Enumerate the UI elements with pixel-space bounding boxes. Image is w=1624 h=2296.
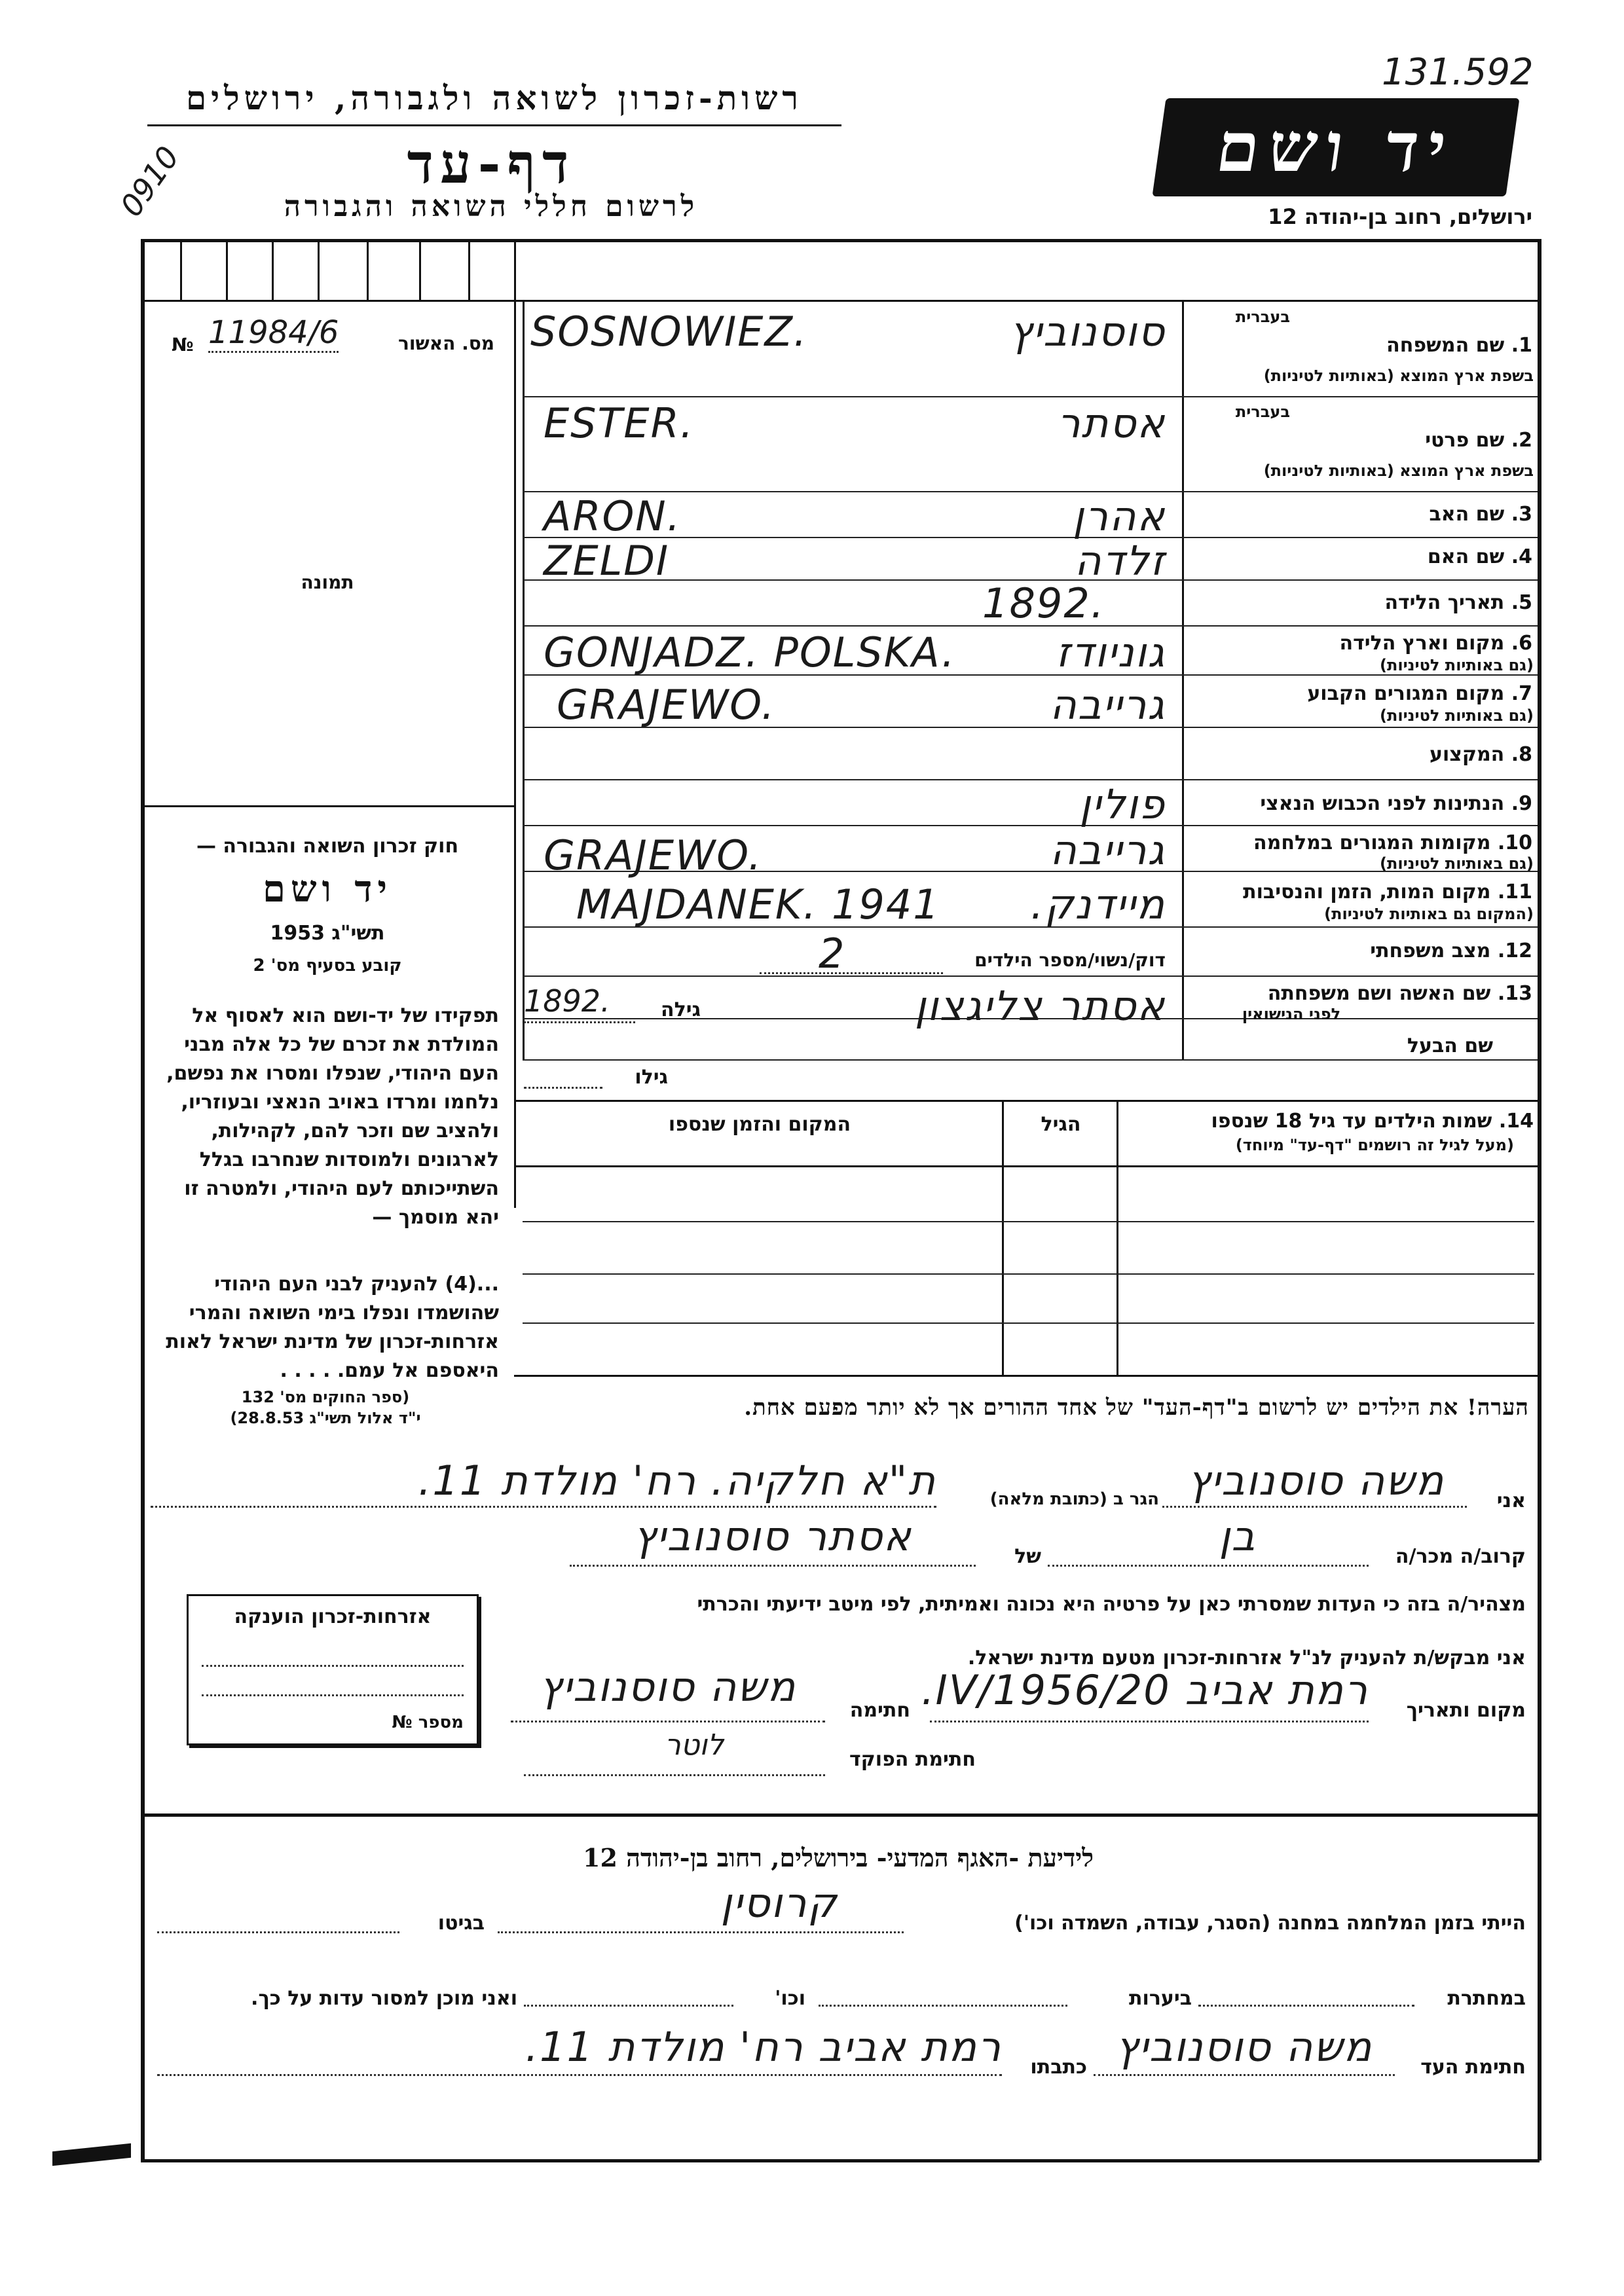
wartime-value[interactable]: קרוסין: [720, 1879, 838, 1927]
f12-children-value[interactable]: 2: [819, 930, 846, 977]
wartime-line: [498, 1931, 904, 1933]
f5-label: 5. תאריך הלידה: [1384, 591, 1532, 614]
relation-line: [1048, 1565, 1369, 1567]
of-label: של: [1014, 1545, 1041, 1568]
law-title: חוק זכרון השואה והגבורה —: [196, 835, 459, 858]
ghetto-line: [157, 1931, 399, 1933]
frame-top-border: [141, 239, 1540, 242]
witness-address-value[interactable]: רמת אביב רח' מולדת 11.: [525, 2023, 1002, 2071]
forests-line: [819, 2005, 1067, 2007]
wartime-label: הייתי בזמן המלחמה במחנה (הסגר, עבודה, השמדה וכו'): [1014, 1912, 1526, 1935]
f14-age-column: הגיל: [1041, 1113, 1081, 1136]
f12-label: 12. מצב משפחתי: [1370, 939, 1532, 962]
approval-no-symbol: №: [172, 334, 194, 355]
f13-value[interactable]: אסתר צליגצון: [914, 982, 1166, 1030]
top-box-divider: [180, 239, 182, 300]
reference-number: 131.592: [1382, 51, 1534, 94]
f13-age-label: גילה: [661, 998, 701, 1021]
of-value[interactable]: אסתר סוסנוביץ: [633, 1512, 912, 1560]
f1-latin-value[interactable]: SOSNOWIEZ.: [530, 308, 808, 355]
witness-signature-label: חתימת העד: [1420, 2056, 1526, 2079]
relation-value[interactable]: בן: [1219, 1512, 1257, 1560]
relative-label: קרוב/ה מכר/ה: [1395, 1545, 1526, 1568]
place-date-label: מקום ותאריך: [1406, 1699, 1526, 1722]
f10-latin-value[interactable]: GRAJEWO.: [544, 831, 763, 879]
ghetto-label: בגיטו: [437, 1912, 485, 1935]
f4-latin-value[interactable]: ZELDI: [544, 537, 670, 585]
top-box-divider: [367, 239, 369, 300]
header-address: ירושלים, רחוב בן-יהודה 12: [1268, 204, 1532, 229]
f14-sub: (מעל לגיל זה רושמים "דף-עד" מיוחד): [1235, 1136, 1514, 1154]
f13-sub: לפני הנישואין: [1242, 1005, 1341, 1023]
children-table-header-bottom: [514, 1165, 1538, 1167]
f13-age-value[interactable]: 1892.: [524, 983, 610, 1019]
photo-label: תמונה: [301, 572, 354, 593]
memorial-box-line: [202, 1694, 464, 1696]
stamp-number: 0910: [113, 139, 187, 223]
law-section: קובע בסעיף מס' 2: [253, 956, 402, 975]
memorial-box-line: [202, 1665, 464, 1667]
officer-line: [524, 1774, 825, 1776]
etc-label: וכו': [775, 1987, 805, 2010]
f2-latin-value[interactable]: ESTER.: [544, 399, 695, 447]
field-rule: [523, 975, 1538, 977]
f11-latin-value[interactable]: MAJDANEK. 1941: [576, 881, 940, 928]
children-table-row: [523, 1273, 1534, 1275]
top-box-divider: [419, 239, 421, 300]
field-rule: [523, 1059, 1538, 1061]
children-table-top: [514, 1100, 1538, 1102]
declaration-text: מצהיר/ה בזה כי העדות שמסרתי כאן על פרטיה היא נכונה ואמיתית, לפי מיטב ידיעתי והכרתי: [697, 1593, 1526, 1616]
frame-right-border: [1538, 239, 1541, 2160]
authority-name: רשות-זכרון לשואה ולגבורה, ירושלים: [185, 79, 803, 117]
side-panel-divider: [514, 239, 516, 1208]
f11-sub: (המקום גם באותיות לטיניות): [1324, 905, 1534, 923]
field-rule: [523, 396, 1538, 397]
children-table-bottom: [514, 1375, 1538, 1377]
place-date-line: [930, 1721, 1369, 1722]
f7-sub: (גם באותיות לטיניות): [1380, 706, 1534, 725]
resides-label: הגר ב (כתובת מלאה): [989, 1489, 1159, 1509]
signature-label: חתימה: [849, 1699, 910, 1722]
f10-label: 10. מקומות המגורים במלחמה: [1253, 831, 1532, 854]
form-subtitle: לרשום חללי השואה והגבורה: [284, 190, 699, 223]
forests-label: ביערות: [1129, 1987, 1192, 2010]
signature-value[interactable]: משה סוסנוביץ: [539, 1663, 797, 1711]
frame-left-border: [141, 239, 145, 2160]
f2-sub: בשפת ארץ המוצא (באותיות לטיניות): [1263, 462, 1534, 480]
authority-underline: [147, 124, 841, 126]
witness-name-value[interactable]: משה סוסנוביץ: [1187, 1457, 1445, 1504]
request-text: אני מבקש/ת להעניק לנ"ל אזרחות-זכרון מטעם מדינת ישראל.: [967, 1647, 1526, 1669]
f12-children-label: דוק/נשוי/מספר הילדים: [974, 949, 1166, 971]
law-text-2: ...(4) להעניק לבני העם היהודי שהושמדו ונפלו בימי השואה והמרי אזרחות-זכרון של מדינת ישראל לאות היאספם אל עמם. . . . .: [166, 1273, 499, 1382]
memorial-citizenship-box: [187, 1594, 479, 1745]
law-year: תשי"ג 1953: [270, 922, 385, 945]
f1-label: 1. שם המשפחה: [1386, 334, 1532, 357]
f3-hebrew-value[interactable]: אהרן: [1073, 492, 1166, 540]
law-logo: יד ושם: [262, 867, 393, 911]
children-table-row: [523, 1221, 1534, 1222]
f10-sub: (גם באותיות לטיניות): [1380, 854, 1534, 873]
f6-latin-value[interactable]: GONJADZ. POLSKA.: [544, 629, 956, 676]
f14-label: 14. שמות הילדים עד גיל 18 שנספו: [1211, 1110, 1534, 1133]
children-note: הערה! את הילדים יש לרשום ב"דף-העד" של אחד ההורים אך לא יותר מפעם אחת.: [744, 1394, 1529, 1421]
form-title: דף-עד: [407, 131, 576, 196]
labels-column-divider: [1182, 300, 1184, 1059]
f13-age-line: [524, 1021, 635, 1023]
memorial-box-title: אזרחות-זכרון הוענקה: [234, 1605, 432, 1628]
children-table-divider: [1116, 1100, 1118, 1375]
etc-line: [524, 2005, 733, 2007]
f11-hebrew-value[interactable]: מיידנק.: [1030, 881, 1166, 928]
signature-line: [511, 1721, 825, 1722]
partisans-label: במחתרת: [1447, 1987, 1526, 2010]
f7-hebrew-value[interactable]: גרייבה: [1050, 681, 1166, 729]
place-date-value[interactable]: רמת אביב 20/IV/1956.: [921, 1666, 1369, 1714]
frame-bottom-border: [141, 2159, 1540, 2162]
f1-hebrew-value[interactable]: סוסנוביץ: [1009, 308, 1166, 355]
f12-children-line: [760, 972, 943, 974]
witness-name-line: [1162, 1506, 1467, 1508]
law-reference-2: י"ד אלול תשי"ג 28.8.53): [230, 1409, 421, 1427]
yad-vashem-logo: [1152, 98, 1519, 196]
husband-label: שם הבעל: [1407, 1034, 1493, 1057]
husband-age-label: גילו: [635, 1066, 668, 1089]
children-table-row: [523, 1322, 1534, 1324]
officer-signature[interactable]: לוטר: [664, 1728, 724, 1762]
f10-hebrew-value[interactable]: גרייבה: [1050, 826, 1166, 874]
law-text: תפקידו של יד-ושם הוא לאסוף אל המולדת את זכרם של כל אלה מבני העם היהודי, שנפלו ומסרו את נפשם, נלחמו ומרדו באויב הנאצי ובעוזריו, ולהציב שם וזכר להם, לקהילות, לארגונים ולמוסדות שנחרבו בגלל השתייכותם לעם היהודי, ולמטרה זו יהא מוסמך —: [166, 1004, 499, 1229]
f3-label: 3. שם האב: [1429, 503, 1532, 526]
officer-label: חתימת הפוקד: [849, 1748, 976, 1771]
f2-label: 2. שם פרטי: [1425, 429, 1532, 452]
f6-hebrew-value[interactable]: גוניודז: [1056, 629, 1166, 676]
side-panel-rule: [141, 805, 514, 807]
f7-label: 7. מקום המגורים הקבוע: [1307, 682, 1532, 705]
top-box-line: [141, 300, 1540, 302]
top-box-divider: [318, 239, 320, 300]
f7-latin-value[interactable]: GRAJEWO.: [557, 681, 776, 729]
science-title: לידיעת -האגף המדעי- בירושלים, רחוב בן-יהודה 12: [583, 1843, 1094, 1872]
f1-sub: בשפת ארץ המוצא (באותיות לטיניות): [1263, 367, 1534, 385]
partisans-line: [1198, 2005, 1414, 2007]
top-box-divider: [272, 239, 274, 300]
address-line: [151, 1506, 936, 1508]
memorial-box-number: מספר №: [392, 1713, 464, 1732]
f5-value[interactable]: 1892.: [982, 579, 1105, 627]
science-section-top: [141, 1813, 1540, 1817]
approval-label: מס. האשור: [398, 333, 494, 354]
children-table-divider: [1002, 1100, 1004, 1375]
f13-label: 13. שם האשה ושם משפחתה: [1267, 982, 1532, 1005]
ready-label: ואני מוכן למסור עדות על כך.: [251, 1987, 517, 2010]
of-line: [570, 1565, 976, 1567]
f1-hebrew-tag: בעברית: [1235, 308, 1290, 326]
declaration-i-label: אני: [1496, 1489, 1526, 1512]
f3-latin-value[interactable]: ARON.: [544, 492, 682, 540]
witness-signature-value[interactable]: משה סוסנוביץ: [1115, 2023, 1373, 2071]
witness-address-line: [157, 2074, 1002, 2076]
f4-label: 4. שם האם: [1427, 545, 1532, 568]
f14-place-column: המקום והזמן שנספו: [668, 1113, 851, 1136]
side-panel-divider: [523, 300, 525, 1059]
top-box-divider: [468, 239, 470, 300]
f6-sub: (גם באותיות לטיניות): [1380, 656, 1534, 674]
approval-number: 11984/6: [208, 314, 339, 353]
scan-edge-mark: [52, 2143, 131, 2166]
witness-address-label: כתבתו: [1030, 2056, 1087, 2079]
f8-label: 8. המקצוע: [1430, 743, 1532, 766]
f9-label: 9. הנתינות לפני הכבוש הנאצי: [1260, 792, 1532, 815]
logo-text: יד ושם: [1211, 107, 1461, 187]
law-reference-1: (ספר החוקים מס' 132: [241, 1388, 410, 1406]
husband-age-line: [524, 1087, 602, 1089]
witness-signature-line: [1094, 2074, 1395, 2076]
f2-hebrew-tag: בעברית: [1235, 403, 1290, 421]
f6-label: 6. מקום וארץ הלידה: [1339, 632, 1532, 655]
f4-hebrew-value[interactable]: זלדה: [1074, 537, 1166, 585]
f9-value[interactable]: פולין: [1079, 780, 1166, 828]
top-box-divider: [226, 239, 228, 300]
address-value[interactable]: ת"א חלקיה. רח' מולדת 11.: [418, 1457, 936, 1504]
f2-hebrew-value[interactable]: אסתר: [1057, 399, 1166, 447]
f11-label: 11. מקום המות, הזמן והנסיבות: [1243, 881, 1532, 903]
